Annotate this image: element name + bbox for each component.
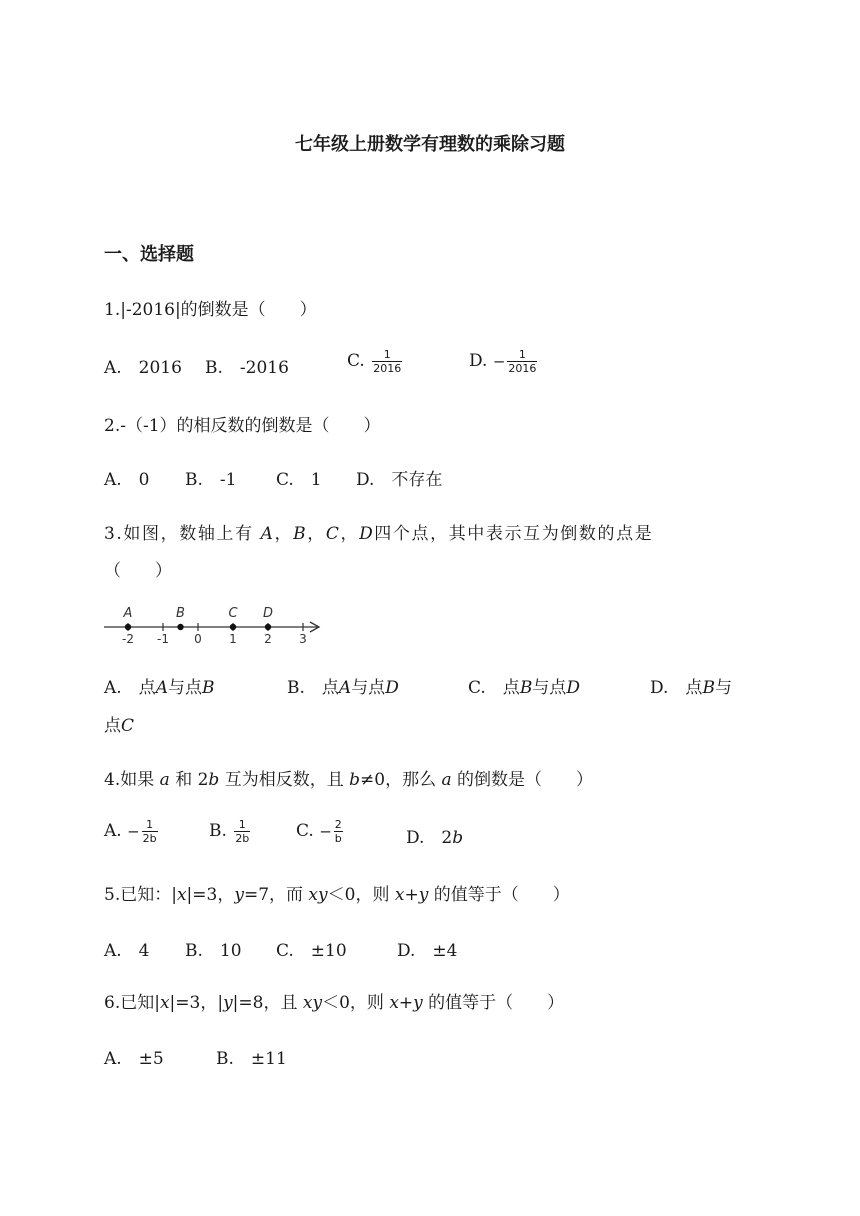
q3-comma-3: ， (340, 524, 360, 544)
q3-d-with: 与 (714, 678, 732, 698)
q4-d-var: b (452, 828, 464, 848)
q6-var-xpy: x+y (389, 993, 423, 1013)
q6-stem-part1: 6.已知| (104, 993, 160, 1013)
q4-c-minus: − (319, 822, 332, 841)
q1-option-c-label: C. (347, 351, 365, 371)
q3-a-prefix: A. 点 (104, 678, 156, 698)
q3-b-prefix: B. 点 (287, 678, 339, 698)
q4-var-a2: a (441, 770, 452, 790)
number-line-point (230, 624, 236, 630)
number-line-point-label: C (228, 606, 238, 621)
q3-c-point1: B (519, 678, 533, 698)
q4-option-b (209, 818, 250, 845)
q1-option-c (347, 348, 402, 375)
q3-a-point2: B (201, 678, 215, 698)
q4-b-denominator: 2b (235, 832, 250, 845)
page-title: 七年级上册数学有理数的乘除习题 (295, 134, 565, 155)
q4-option-d (406, 823, 463, 848)
q3-a-point1: A (155, 678, 168, 698)
q1-d-numerator: 1 (518, 348, 526, 361)
number-line-figure (100, 600, 330, 650)
q5-var-x: x (176, 885, 187, 905)
q3-d-point2: C (121, 716, 135, 736)
q1-option-d (469, 348, 537, 375)
q4-c-numerator: 2 (334, 818, 342, 831)
number-line-point (177, 624, 183, 630)
q5-stem-part5: 的值等于（ ） (433, 885, 570, 905)
q4-a-denominator: 2b (142, 832, 157, 845)
q5-var-y: y (234, 885, 244, 905)
q4-d-label: D. 2 (406, 828, 453, 848)
q5-option-b: B. 10 (185, 941, 242, 961)
q1-d-minus: − (492, 352, 506, 371)
q1-option-b: B. -2016 (205, 358, 289, 378)
q5-stem-part4: ＜0，则 (327, 885, 390, 905)
q3-stem-part2: 四个点，其中表示互为倒数的点是 (374, 524, 654, 544)
q4-option-a (104, 818, 158, 845)
q4-a-numerator: 1 (146, 818, 154, 831)
q3-answer-blank: （ ） (104, 561, 172, 581)
question-1-stem: 1.|-2016|的倒数是（ ） (104, 300, 317, 320)
q6-option-b: B. ±11 (216, 1049, 287, 1069)
q6-stem-part2: |=3，| (169, 993, 224, 1013)
question-4-stem (104, 765, 593, 790)
q4-b-numerator: 1 (238, 818, 246, 831)
number-line-point-label: B (176, 606, 185, 621)
q3-b-point2: D (385, 678, 399, 698)
question-5-stem (104, 880, 570, 905)
q1-option-d-label: D. (469, 351, 488, 371)
q2-option-d: D. 不存在 (356, 470, 443, 490)
q4-c-label: C. (296, 821, 314, 841)
q6-stem-part5: 的值等于（ ） (428, 993, 565, 1013)
q5-stem-part1: 5.已知：| (104, 885, 177, 905)
q5-stem-part2: |=3， (186, 885, 235, 905)
q1-d-denominator: 2016 (508, 362, 537, 375)
q3-option-c (468, 673, 580, 698)
q1-option-d-fraction (507, 348, 537, 375)
q3-var-c: C (325, 524, 341, 544)
q4-var-b: b (208, 770, 220, 790)
number-line-point (125, 624, 131, 630)
q3-d-wrap-text: 点 (104, 716, 121, 736)
q4-a-fraction (142, 818, 158, 845)
q6-stem-part4: ＜0，则 (322, 993, 384, 1013)
q4-var-a: a (159, 770, 170, 790)
q4-c-fraction (334, 818, 343, 845)
q6-stem-part3: |=8，且 (232, 993, 298, 1013)
q5-option-d: D. ±4 (397, 941, 458, 961)
q3-d-prefix: D. 点 (650, 678, 703, 698)
q4-a-minus: − (127, 822, 140, 841)
q3-option-d-wrap (104, 711, 134, 736)
q6-var-x: x (159, 993, 170, 1013)
number-line-tick-label: 2 (264, 632, 272, 646)
section-heading: 一、选择题 (104, 244, 194, 265)
number-line-point-label: D (262, 606, 274, 621)
question-6-stem (104, 988, 564, 1013)
q4-b-label: B. (209, 821, 227, 841)
number-line-tick-label: 3 (299, 632, 307, 646)
q4-stem-part1: 4.如果 (104, 770, 155, 790)
q3-c-point2: D (566, 678, 580, 698)
q1-option-c-fraction (372, 348, 402, 375)
q3-c-with: 与点 (532, 678, 567, 698)
q3-var-b: B (293, 524, 308, 544)
q3-var-a: A (260, 524, 275, 544)
q3-stem-part1: 3.如图，数轴上有 (104, 524, 254, 544)
q4-stem-part2: 和 2 (175, 770, 209, 790)
q3-var-d: D (359, 524, 375, 544)
number-line-tick-label: 0 (194, 632, 202, 646)
q4-var-b2: b (349, 770, 361, 790)
q6-var-y: y (223, 993, 233, 1013)
number-line-tick-label: -1 (157, 632, 169, 646)
number-line-point-label: A (123, 606, 133, 621)
q5-stem-part3: =7，而 (243, 885, 304, 905)
q5-var-xy: xy (308, 885, 328, 905)
q3-b-point1: A (338, 678, 352, 698)
q1-c-denominator: 2016 (373, 362, 402, 375)
q3-d-point1: B (702, 678, 715, 698)
q3-comma-1: ， (274, 524, 294, 544)
number-line-point (265, 624, 271, 630)
q2-option-b: B. -1 (185, 470, 237, 490)
q5-var-xpy: x+y (394, 885, 429, 905)
q3-a-with: 与点 (167, 678, 202, 698)
q5-option-c: C. ±10 (276, 941, 347, 961)
q4-a-label: A. (104, 821, 122, 841)
q3-b-with: 与点 (351, 678, 386, 698)
q4-option-c (296, 818, 343, 845)
q4-b-fraction (234, 818, 250, 845)
q4-stem-part5: 的倒数是（ ） (457, 770, 594, 790)
q4-stem-part4: ≠0，那么 (360, 770, 437, 790)
q2-option-c: C. 1 (276, 470, 322, 490)
number-line-tick-label: -2 (122, 632, 134, 646)
q5-option-a: A. 4 (104, 941, 150, 961)
q1-option-a: A. 2016 (104, 358, 182, 378)
question-2-stem: 2.-（-1）的相反数的倒数是（ ） (104, 416, 381, 436)
q4-stem-part3: 互为相反数，且 (224, 770, 344, 790)
q6-var-xy: xy (302, 993, 323, 1013)
question-3-stem (104, 519, 653, 544)
q3-option-a (104, 673, 214, 698)
q3-comma-2: ， (307, 524, 326, 544)
number-line-tick-label: 1 (229, 632, 237, 646)
q3-option-b (287, 673, 399, 698)
q3-c-prefix: C. 点 (468, 678, 520, 698)
q1-c-numerator: 1 (383, 348, 391, 361)
q6-option-a: A. ±5 (104, 1049, 164, 1069)
q2-option-a: A. 0 (104, 470, 150, 490)
q3-option-d (650, 673, 732, 698)
q4-c-denominator: b (334, 832, 342, 845)
